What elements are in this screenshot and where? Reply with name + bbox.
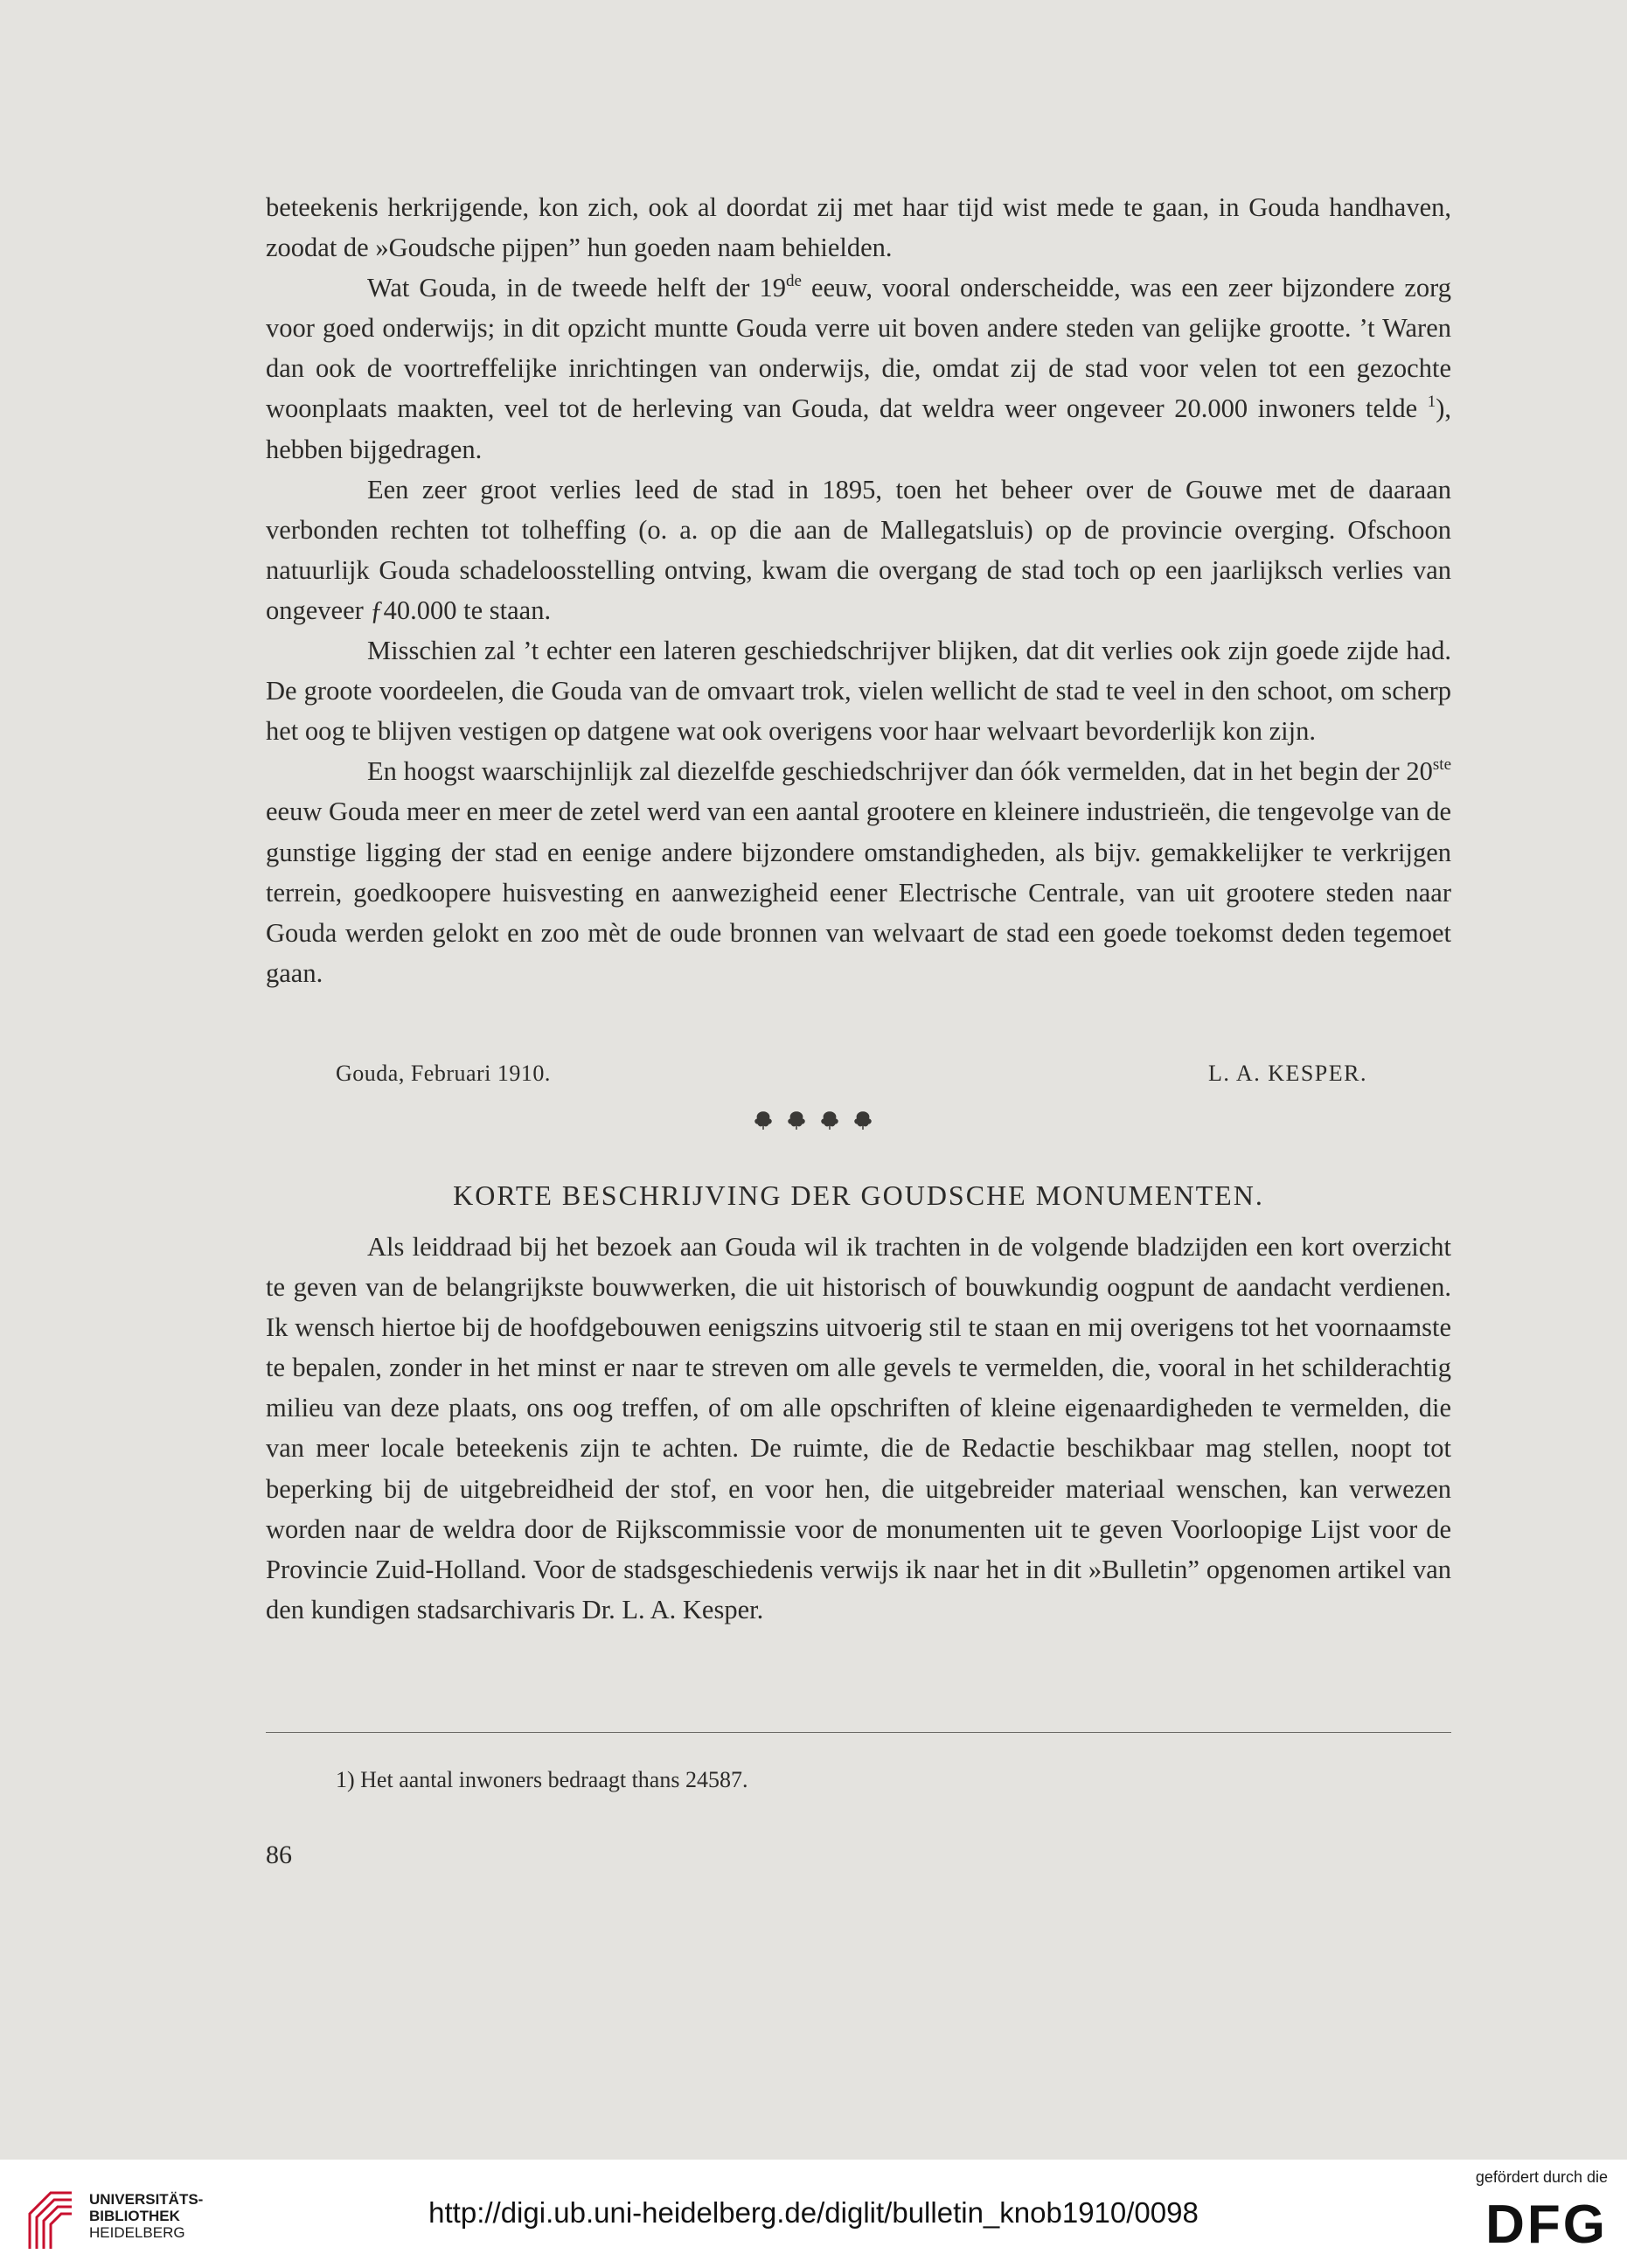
permalink-url[interactable]: http://digi.ub.uni-heidelberg.de/diglit/bulletin_knob1910/0098 xyxy=(428,2196,1199,2229)
paragraph-2: Wat Gouda, in de tweede helft der 19de eeuw, vooral onderscheidde, was een zeer bijzondere zorg voor goed onderwijs; in dit opzicht muntte Gouda verre uit boven andere steden van gelijke grootte. ’t Waren dan ook de voortreffelijke inrichtingen van onderwijs, die, omdat zij de stad voor velen tot een gezochte woonplaats maakten, veel tot de herleving van Gouda, dat weldra weer ongeveer 20.000 inwoners telde $^1$), hebben bijgedragen. xyxy=(266,272,1451,464)
fleuron-icon xyxy=(818,1109,841,1131)
footnote-ref[interactable]: 1 xyxy=(1427,393,1436,412)
fleuron-icon xyxy=(752,1109,775,1131)
footnote-rule xyxy=(266,1732,1451,1733)
signature-place: Gouda, Februari 1910. xyxy=(336,1061,551,1086)
viewer-footer xyxy=(0,2160,1627,2268)
body-text-section xyxy=(266,1227,1451,1630)
paragraph-4: Misschien zal ’t echter een lateren geschiedschrijver blijken, dat dit verlies ook zijn goede zijde had. De groote voordeelen, die Gouda van de omvaart trok, vielen wellicht de stad te veel in den schoot, om scherp het oog te blijven vestigen op datgene wat ook overigens voor haar welvaart bevorderlijk kon zijn. xyxy=(266,636,1451,747)
ornament-divider xyxy=(752,1107,874,1133)
paragraph-section: Als leiddraad bij het bezoek aan Gouda wil ik trachten in de volgende bladzijden een kort overzicht te geven van de belangrijkste bouwwerken, die uit historisch of bouwkundig oogpunt de aandacht verdienen. Ik wensch hiertoe bij de hoofdgebouwen eenigszins uitvoerig stil te staan en mij overigens tot het voornaamste te bepalen, zonder in het minst er naar te streven om alle gevels te vermelden, die, vooral in het schilderachtig milieu van deze plaats, ons oog treffen, of om alle opschriften of kleine eigenaardigheden te vermelden, die van meer locale beteekenis zijn te achten. De ruimte, die de Redactie beschikbaar mag stellen, noopt tot beperking bij de uitgebreidheid der stof, en voor hen, die uitgebreider materiaal wenschen, kan verwezen worden naar de weldra door de Rijkscommissie voor de monumenten uit te geven Voorloopige Lijst voor de Provincie Zuid-Holland. Voor de stadsgeschiedenis verwijs ik naar het in dit »Bulletin” opgenomen artikel van den kundigen stadsarchivaris Dr. L. A. Kesper. xyxy=(266,1232,1451,1624)
paragraph-1: beteekenis herkrijgende, kon zich, ook al doordat zij met haar tijd wist mede te gaan, in Gouda handhaven, zoodat de »Goudsche pijpen” hun goeden naam behielden. xyxy=(266,192,1451,263)
footnote: 1) Het aantal inwoners bedraagt thans 24587. xyxy=(336,1767,748,1792)
body-text-top xyxy=(266,187,1451,993)
section-heading: KORTE BESCHRIJVING DER GOUDSCHE MONUMENTEN. xyxy=(453,1179,1264,1211)
paragraph-3: Een zeer groot verlies leed de stad in 1895, toen het beheer over de Gouwe met de daaraan verbonden rechten tot tolheffing (o. a. op die aan de Mallegatsluis) op de provincie overging. Ofschoon natuurlijk Gouda schadeloosstelling ontving, kwam die overgang de stad toch op een jaarlijksch verlies van ongeveer ƒ40.000 te staan. xyxy=(266,474,1451,625)
dfg-logo[interactable]: DFG xyxy=(1485,2195,1608,2255)
fleuron-icon xyxy=(852,1109,874,1131)
paragraph-5: En hoogst waarschijnlijk zal diezelfde geschiedschrijver dan óók vermelden, dat in het begin der 20ste eeuw Gouda meer en meer de zetel werd van een aantal grootere en kleinere industrieën, die tengevolge van de gunstige ligging der stad en eenige andere bijzondere omstandigheden, als bijv. gemakkelijker te verkrijgen terrein, goedkoopere huisvesting en aanwezigheid eener Electrische Centrale, van uit grootere steden naar Gouda werden gelokt en zoo mèt de oude bronnen van welvaart de stad een goede toekomst deden tegemoet gaan. xyxy=(266,755,1451,988)
funding-caption: gefördert durch die xyxy=(1475,2168,1608,2186)
signature-author: L. A. KESPER. xyxy=(1207,1061,1367,1086)
library-name[interactable]: UNIVERSITÄTS- BIBLIOTHEK HEIDELBERG xyxy=(89,2191,204,2241)
fleuron-icon xyxy=(785,1109,808,1131)
page-number: 86 xyxy=(266,1840,292,1869)
